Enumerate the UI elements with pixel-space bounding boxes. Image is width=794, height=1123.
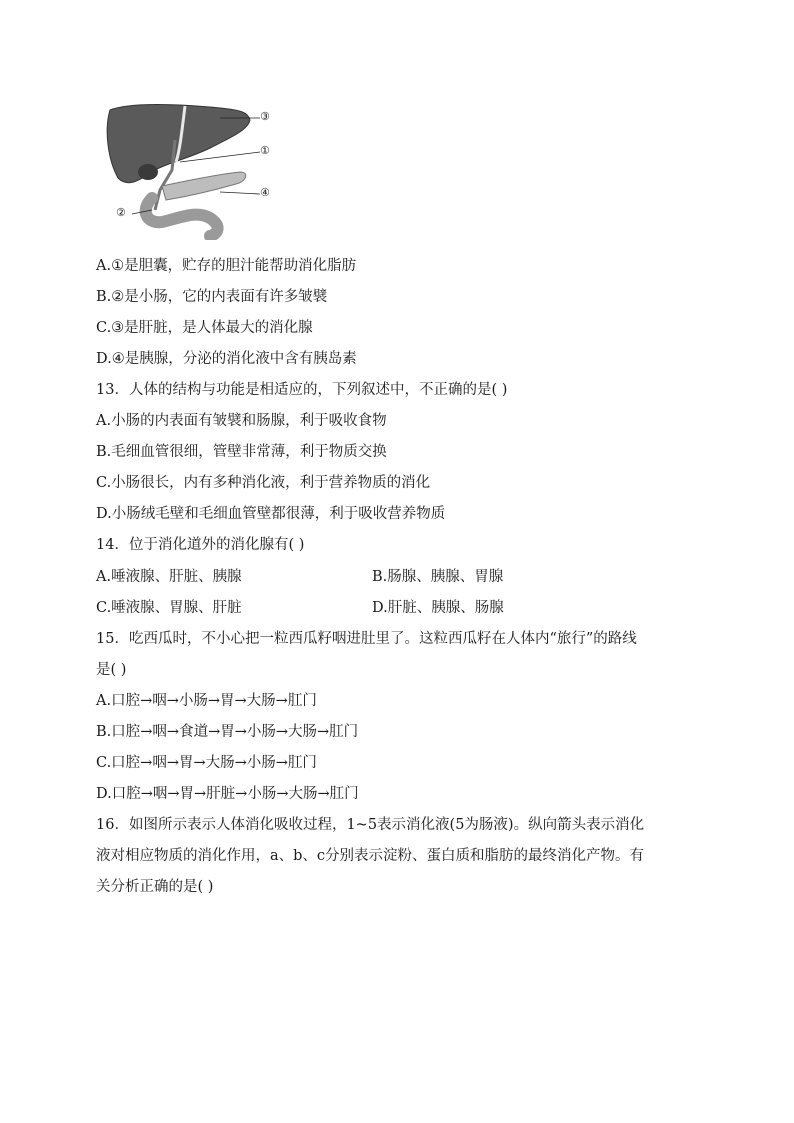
q13-stem: 13．人体的结构与功能是相适应的，下列叙述中，不正确的是( )	[96, 382, 508, 398]
q15-stem-line1: 15．吃西瓜时，不小心把一粒西瓜籽咽进肚里了。这粒西瓜籽在人体内“旅行”的路线	[96, 631, 637, 647]
q15-stem-line2: 是( )	[96, 662, 127, 678]
q13-option-a: A.小肠的内表面有皱襞和肠腺，利于吸收食物	[96, 413, 387, 429]
q16-stem-line2: 液对相应物质的消化作用，a、b、c分别表示淀粉、蛋白质和脂肪的最终消化产物。有	[96, 848, 645, 864]
q15-option-b: B.口腔→咽→食道→胃→小肠→大肠→肛门	[96, 724, 359, 740]
q12-option-c: C.③是肝脏，是人体最大的消化腺	[96, 320, 313, 336]
q16-stem-line1: 16．如图所示表示人体消化吸收过程，1~5表示消化液(5为肠液)。纵向箭头表示消化	[96, 817, 645, 833]
q15-option-c: C.口腔→咽→胃→大肠→小肠→肛门	[96, 755, 317, 771]
callout-1: ①	[260, 144, 270, 157]
q13-option-d: D.小肠绒毛壁和毛细血管壁都很薄，利于吸收营养物质	[96, 506, 446, 522]
q16-stem-line3: 关分析正确的是( )	[96, 879, 214, 895]
callout-2: ②	[116, 206, 126, 219]
q14-option-a: A.唾液腺、肝脏、胰腺	[96, 569, 242, 585]
q12-option-b: B.②是小肠，它的内表面有许多皱襞	[96, 289, 328, 305]
q12-option-d: D.④是胰腺，分泌的消化液中含有胰岛素	[96, 351, 357, 367]
q13-option-c: C.小肠很长，内有多种消化液，利于营养物质的消化	[96, 475, 431, 491]
digestive-organs-figure	[100, 100, 290, 240]
q15-option-a: A.口腔→咽→小肠→胃→大肠→肛门	[96, 693, 317, 709]
callout-3: ③	[260, 110, 270, 123]
q13-option-b: B.毛细血管很细，管壁非常薄，利于物质交换	[96, 444, 387, 460]
q14-option-c: C.唾液腺、胃腺、肝脏	[96, 600, 242, 616]
q14-option-d: D.肝脏、胰腺、肠腺	[372, 600, 504, 616]
callout-4: ④	[260, 186, 270, 199]
q14-stem: 14．位于消化道外的消化腺有( )	[96, 537, 305, 553]
q14-option-b: B.肠腺、胰腺、胃腺	[372, 569, 504, 585]
q12-option-a: A.①是胆囊，贮存的胆汁能帮助消化脂肪	[96, 258, 357, 274]
q15-option-d: D.口腔→咽→胃→肝脏→小肠→大肠→肛门	[96, 786, 359, 802]
